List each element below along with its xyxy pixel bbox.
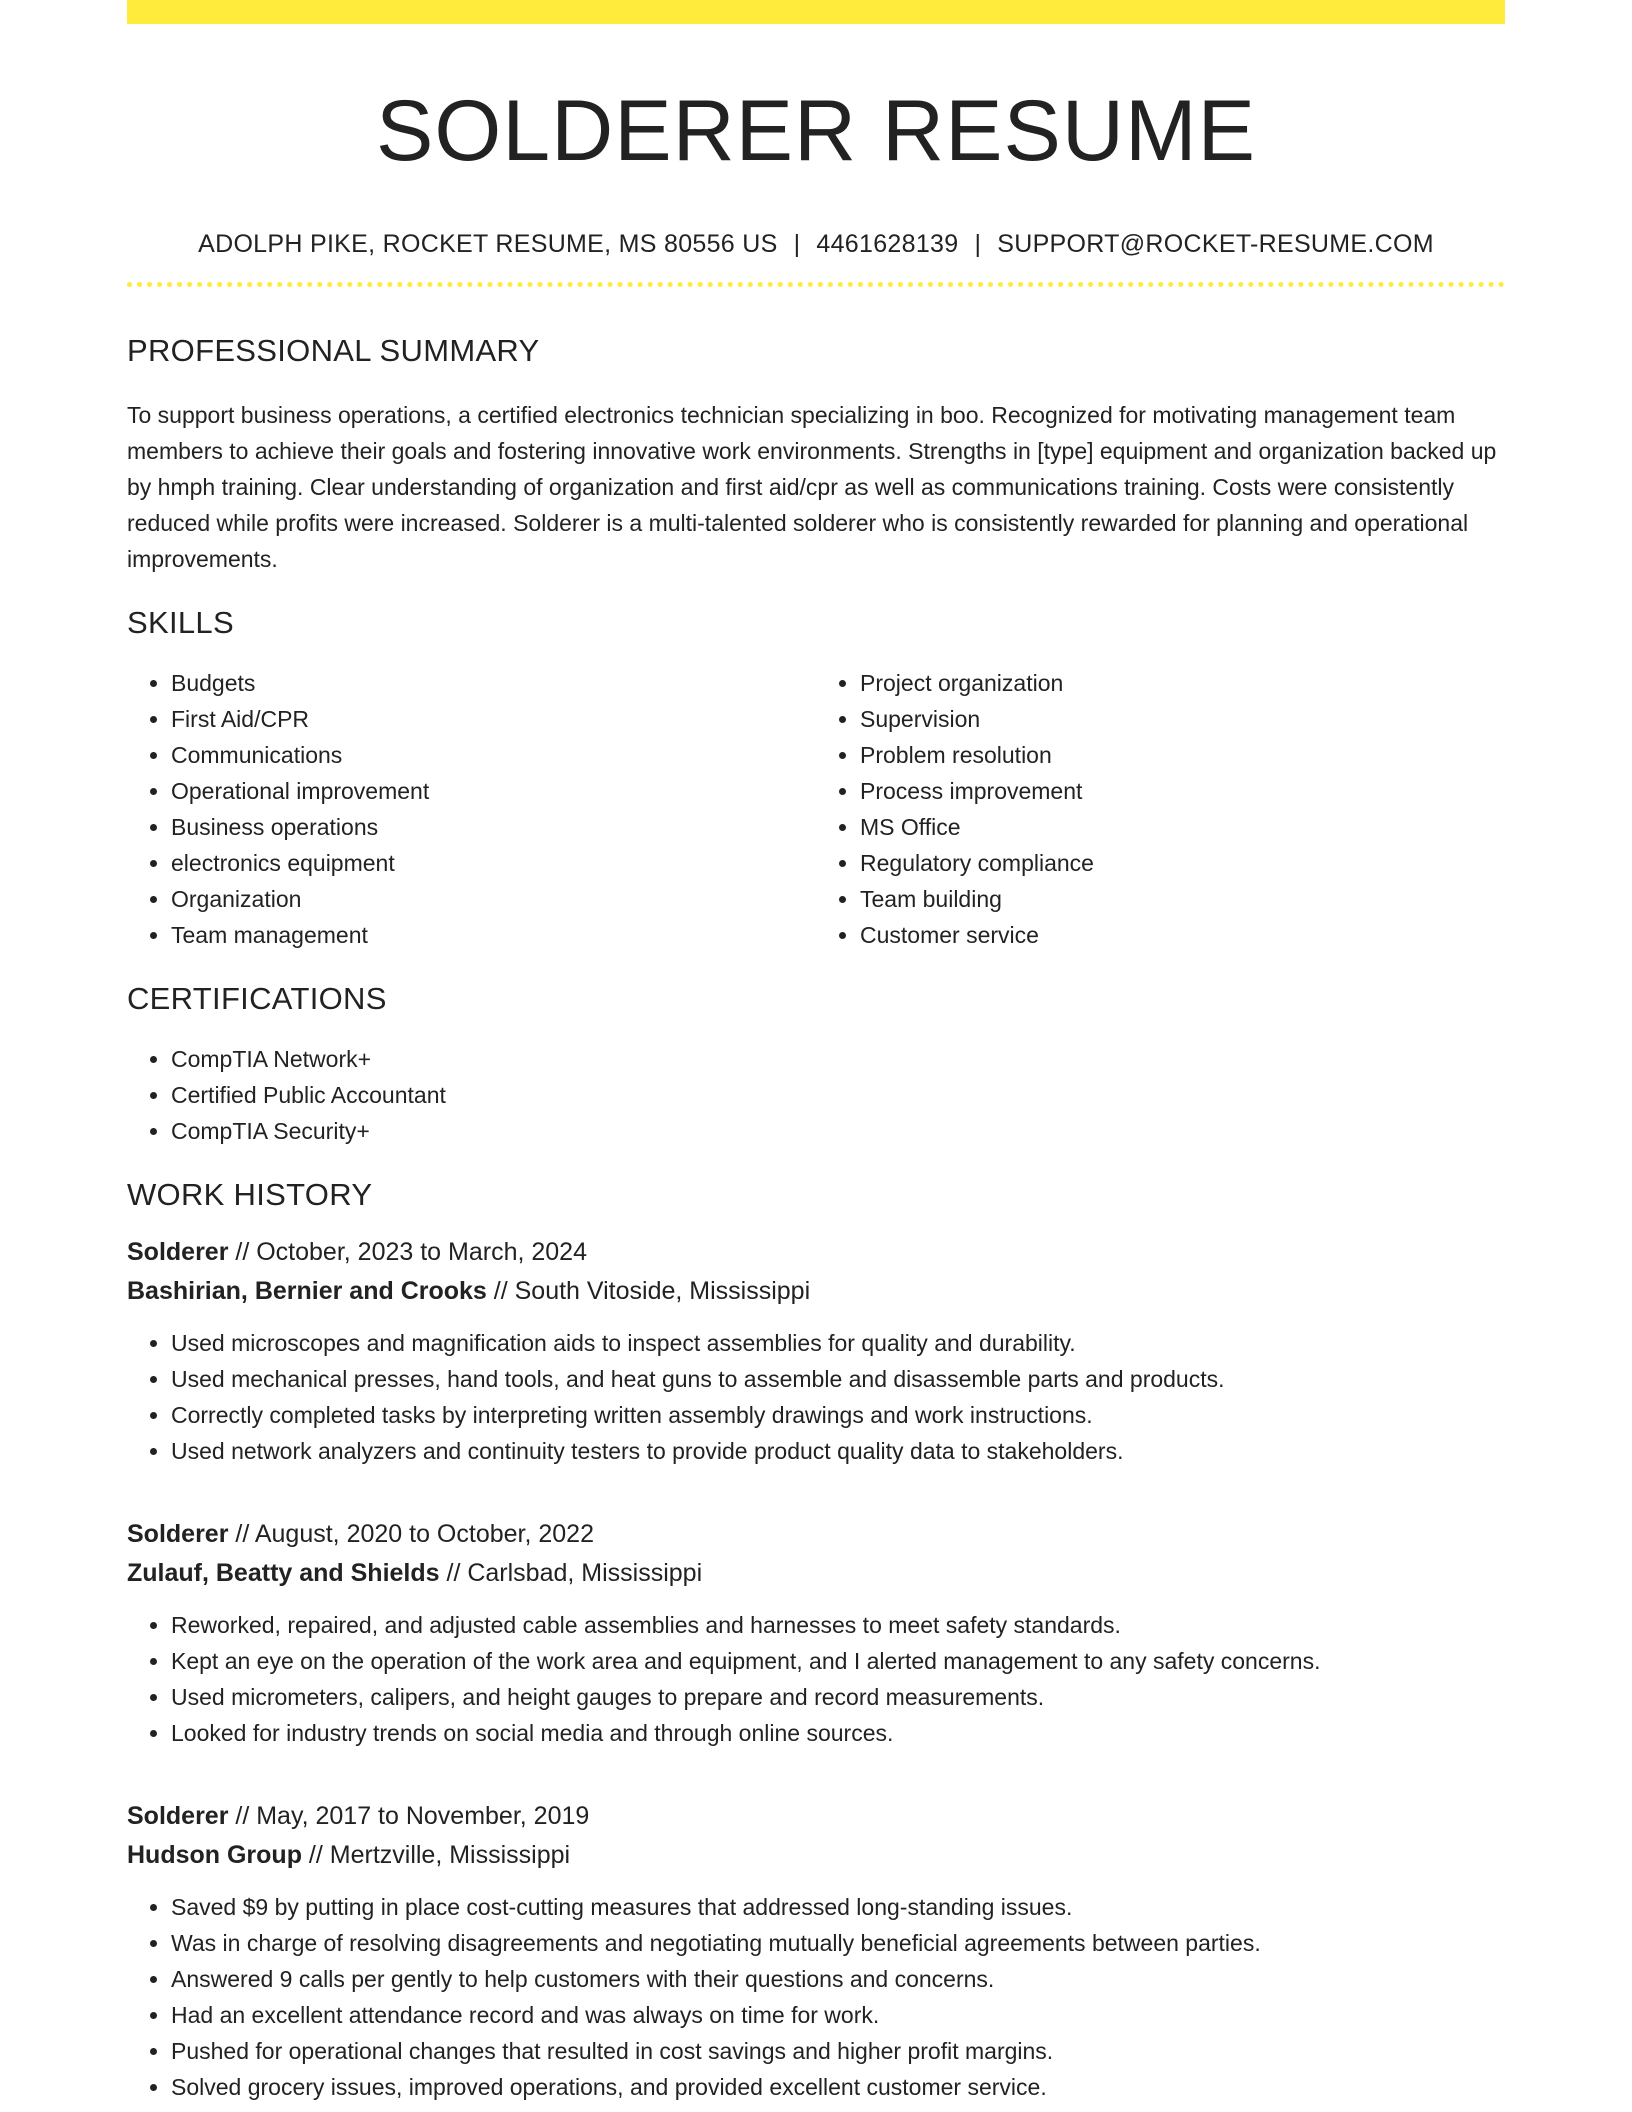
job-entry xyxy=(127,1233,1505,1469)
job-company-line xyxy=(127,1836,1505,1875)
skills-section xyxy=(127,603,1505,953)
work-section xyxy=(127,1175,1505,2105)
job-title-line xyxy=(127,1233,1505,1272)
job-title-line xyxy=(127,1797,1505,1836)
list-item: • Reworked, repaired, and adjusted cable assemblies and harnesses to meet safety standards. xyxy=(171,1607,1505,1643)
list-item: • Was in charge of resolving disagreements and negotiating mutually beneficial agreements between parties. xyxy=(171,1925,1505,1961)
job-location: // Carlsbad, Mississippi xyxy=(439,1559,703,1587)
jobs-container xyxy=(127,1233,1505,2105)
contact-phone: 4461628139 xyxy=(816,230,959,258)
job-bullets xyxy=(127,1325,1505,1469)
job-company: Bashirian, Bernier and Crooks xyxy=(127,1277,487,1305)
page-title: SOLDERER RESUME xyxy=(376,83,1256,179)
list-item: • Team management xyxy=(171,917,816,953)
list-item: • Used microscopes and magnification aids to inspect assemblies for quality and durability. xyxy=(171,1325,1505,1361)
list-item: • CompTIA Security+ xyxy=(171,1113,1505,1149)
job-dates: // May, 2017 to November, 2019 xyxy=(228,1802,590,1830)
job-entry xyxy=(127,1515,1505,1751)
list-item: • Pushed for operational changes that resulted in cost savings and higher profit margins. xyxy=(171,2033,1505,2069)
list-item: • Had an excellent attendance record and was always on time for work. xyxy=(171,1997,1505,2033)
list-item: • Project organization xyxy=(860,665,1505,701)
list-item: • MS Office xyxy=(860,809,1505,845)
header-divider xyxy=(127,282,1505,287)
skills-list-right xyxy=(816,665,1505,953)
list-item: • Looked for industry trends on social media and through online sources. xyxy=(171,1715,1505,1751)
job-title: Solderer xyxy=(127,1238,229,1266)
job-entry xyxy=(127,1797,1505,2105)
contact-line xyxy=(127,228,1505,260)
list-item: • CompTIA Network+ xyxy=(171,1041,1505,1077)
job-dates: // August, 2020 to October, 2022 xyxy=(228,1520,594,1548)
contact-separator: | xyxy=(793,230,801,258)
job-company-line xyxy=(127,1554,1505,1593)
skills-columns xyxy=(127,665,1505,953)
job-title-line xyxy=(127,1515,1505,1554)
summary-heading: PROFESSIONAL SUMMARY xyxy=(127,333,540,368)
list-item: • Saved $9 by putting in place cost-cutting measures that addressed long-standing issues. xyxy=(171,1889,1505,1925)
list-item: • Certified Public Accountant xyxy=(171,1077,1505,1113)
job-company: Hudson Group xyxy=(127,1841,302,1869)
list-item: • Supervision xyxy=(860,701,1505,737)
list-item: • Solved grocery issues, improved operations, and provided excellent customer service. xyxy=(171,2069,1505,2105)
list-item: • Correctly completed tasks by interpreting written assembly drawings and work instructions. xyxy=(171,1397,1505,1433)
list-item: • Regulatory compliance xyxy=(860,845,1505,881)
job-location: // Mertzville, Mississippi xyxy=(301,1841,571,1869)
contact-separator: | xyxy=(974,230,982,258)
job-title: Solderer xyxy=(127,1520,229,1548)
list-item: • Used network analyzers and continuity testers to provide product quality data to stakeholders. xyxy=(171,1433,1505,1469)
list-item: • Budgets xyxy=(171,665,816,701)
list-item: • Kept an eye on the operation of the work area and equipment, and I alerted management to any safety concerns. xyxy=(171,1643,1505,1679)
list-item: • First Aid/CPR xyxy=(171,701,816,737)
list-item: • Answered 9 calls per gently to help customers with their questions and concerns. xyxy=(171,1961,1505,1997)
job-dates: // October, 2023 to March, 2024 xyxy=(228,1238,587,1266)
list-item: • Process improvement xyxy=(860,773,1505,809)
certifications-section xyxy=(127,979,1505,1149)
job-title: Solderer xyxy=(127,1802,229,1830)
job-company: Zulauf, Beatty and Shields xyxy=(127,1559,440,1587)
certifications-heading: CERTIFICATIONS xyxy=(127,981,387,1016)
list-item: • Used micrometers, calipers, and height gauges to prepare and record measurements. xyxy=(171,1679,1505,1715)
job-bullets xyxy=(127,1889,1505,2105)
list-item: • Team building xyxy=(860,881,1505,917)
job-company-line xyxy=(127,1272,1505,1311)
list-item: • Organization xyxy=(171,881,816,917)
list-item: • Business operations xyxy=(171,809,816,845)
list-item: • Problem resolution xyxy=(860,737,1505,773)
work-heading: WORK HISTORY xyxy=(127,1177,373,1212)
list-item: • electronics equipment xyxy=(171,845,816,881)
resume-page xyxy=(127,0,1505,2105)
list-item: • Customer service xyxy=(860,917,1505,953)
certifications-list xyxy=(127,1041,1505,1149)
skills-heading: SKILLS xyxy=(127,605,234,640)
job-bullets xyxy=(127,1607,1505,1751)
skills-list-left xyxy=(127,665,816,953)
job-location: // South Vitoside, Mississippi xyxy=(486,1277,811,1305)
list-item: • Used mechanical presses, hand tools, and heat guns to assemble and disassemble parts and products. xyxy=(171,1361,1505,1397)
list-item: • Communications xyxy=(171,737,816,773)
contact-email: SUPPORT@ROCKET-RESUME.COM xyxy=(997,230,1434,258)
contact-address: ADOLPH PIKE, ROCKET RESUME, MS 80556 US xyxy=(198,230,778,258)
summary-section xyxy=(127,331,1505,577)
summary-text: To support business operations, a certified electronics technician specializing in boo. Recognized for motivating management team members to achieve their goals and fostering innovative work environments. Strengths in [type] equipment and organization backed up by hmph training. Clear understanding of organization and first aid/cpr as well as communications training. Costs were consistently reduced while profits were increased. Solderer is a multi-talented solderer who is consistently rewarded for planning and operational improvements. xyxy=(127,402,1497,572)
list-item: • Operational improvement xyxy=(171,773,816,809)
